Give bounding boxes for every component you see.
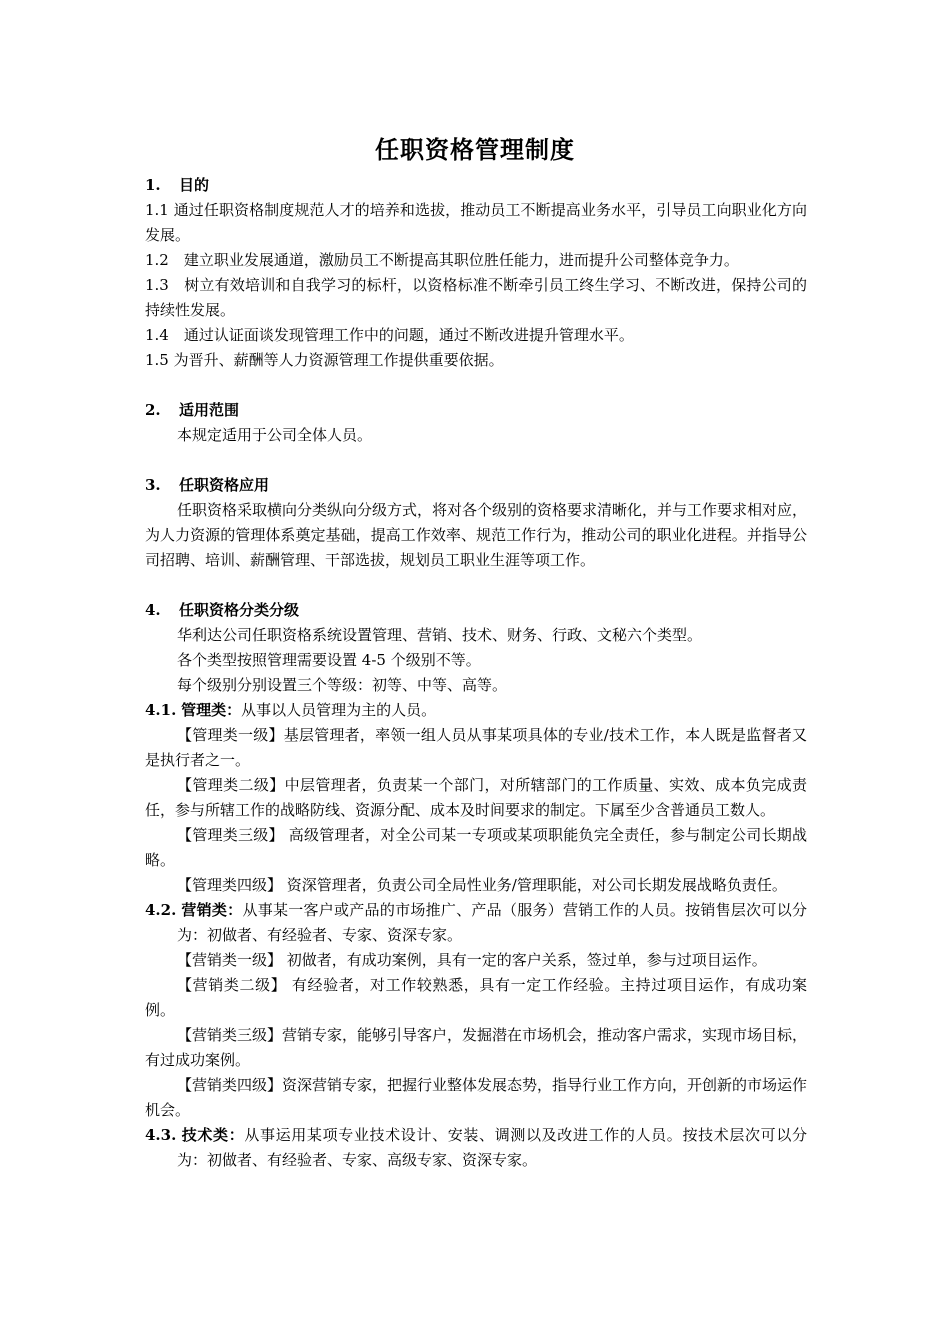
- section-2-text: 本规定适用于公司全体人员。: [177, 426, 373, 444]
- section-3-text: 任职资格采取横向分类纵向分级方式，将对各个级别的资格要求清晰化，并与工作要求相对应，为人力资源的管理体系奠定基础，提高工作效率、规范工作行为，推动公司的职业化进程。并指导公司招聘、培训、薪酬管理、干部选拔，规划员工职业生涯等项工作。: [145, 501, 808, 569]
- section-1-item: 1.5 为晋升、薪酬等人力资源管理工作提供重要依据。: [145, 351, 504, 369]
- level-description: 【管理类二级】中层管理者，负责某一个部门，对所辖部门的工作质量、实效、成本负完成责任，参与所辖工作的战略防线、资源分配、成本及时间要求的制定。下属至少含普通员工数人。: [145, 776, 807, 819]
- level-description: 【管理类四级】 资深管理者，负责公司全局性业务/管理职能，对公司长期发展战略负责任。: [177, 876, 787, 894]
- subsection-number: 4.2.: [145, 901, 177, 919]
- spacer: [145, 573, 807, 598]
- section-number: 4.: [145, 601, 161, 619]
- subsection-4-1: [145, 698, 807, 723]
- section-title: 任职资格应用: [179, 476, 270, 494]
- subsection-label: 技术类：: [181, 1126, 245, 1144]
- level-description: 【管理类三级】 高级管理者，对全公司某一专项或某项职能负完全责任，参与制定公司长期战略。: [145, 826, 807, 869]
- section-1-heading: [145, 173, 807, 198]
- section-1-item: 1.1 通过任职资格制度规范人才的培养和选拔，推动员工不断提高业务水平，引导员工向职业化方向发展。: [145, 201, 807, 244]
- section-4-intro: 华利达公司任职资格系统设置管理、营销、技术、财务、行政、文秘六个类型。: [177, 626, 703, 644]
- section-3-heading: [145, 473, 807, 498]
- section-number: 3.: [145, 476, 161, 494]
- subsection-label: 营销类：: [181, 901, 243, 919]
- subsection-4-2: [145, 898, 807, 948]
- spacer: [145, 373, 807, 398]
- section-2-heading: [145, 398, 807, 423]
- section-4-intro: 每个级别分别设置三个等级：初等、中等、高等。: [177, 676, 508, 694]
- level-description: 【营销类二级】 有经验者，对工作较熟悉，具有一定工作经验。主持过项目运作，有成功案例。: [145, 976, 807, 1019]
- subsection-text: 从事以人员管理为主的人员。: [241, 701, 437, 719]
- section-title: 任职资格分类分级: [179, 601, 300, 619]
- section-4-intro: 各个类型按照管理需要设置 4-5 个级别不等。: [177, 651, 481, 669]
- subsection-label: 管理类：: [181, 701, 242, 719]
- section-1-item: 1.2 建立职业发展通道，激励员工不断提高其职位胜任能力，进而提升公司整体竞争力。: [145, 251, 739, 269]
- section-title: 目的: [179, 176, 210, 194]
- section-1-item: 1.3 树立有效培训和自我学习的标杆，以资格标准不断牵引员工终生学习、不断改进，保持公司的持续性发展。: [145, 276, 807, 319]
- level-description: 【营销类四级】资深营销专家，把握行业整体发展态势，指导行业工作方向，开创新的市场运作机会。: [145, 1076, 808, 1119]
- subsection-text: 从事运用某项专业技术设计、安装、调测以及改进工作的人员。按技术层次可以分为：初做者、有经验者、专家、高级专家、资深专家。: [177, 1126, 807, 1169]
- section-number: 1.: [145, 176, 161, 194]
- subsection-4-3: [145, 1123, 807, 1173]
- subsection-number: 4.3.: [145, 1126, 177, 1144]
- section-title: 适用范围: [179, 401, 240, 419]
- level-description: 【营销类一级】 初做者，有成功案例，具有一定的客户关系，签过单，参与过项目运作。: [177, 951, 767, 969]
- page-title: 任职资格管理制度: [375, 135, 575, 164]
- spacer: [145, 448, 807, 473]
- subsection-number: 4.1.: [145, 701, 177, 719]
- section-4-heading: [145, 598, 807, 623]
- subsection-text: 从事某一客户或产品的市场推广、产品（服务）营销工作的人员。按销售层次可以分为：初做者、有经验者、专家、资深专家。: [177, 901, 807, 944]
- level-description: 【营销类三级】营销专家，能够引导客户，发掘潜在市场机会，推动客户需求，实现市场目标，有过成功案例。: [145, 1026, 808, 1069]
- level-description: 【管理类一级】基层管理者，率领一组人员从事某项具体的专业/技术工作，本人既是监督者又是执行者之一。: [145, 726, 807, 769]
- section-number: 2.: [145, 401, 161, 419]
- document-body: [145, 173, 807, 1173]
- section-1-item: 1.4 通过认证面谈发现管理工作中的问题，通过不断改进提升管理水平。: [145, 326, 634, 344]
